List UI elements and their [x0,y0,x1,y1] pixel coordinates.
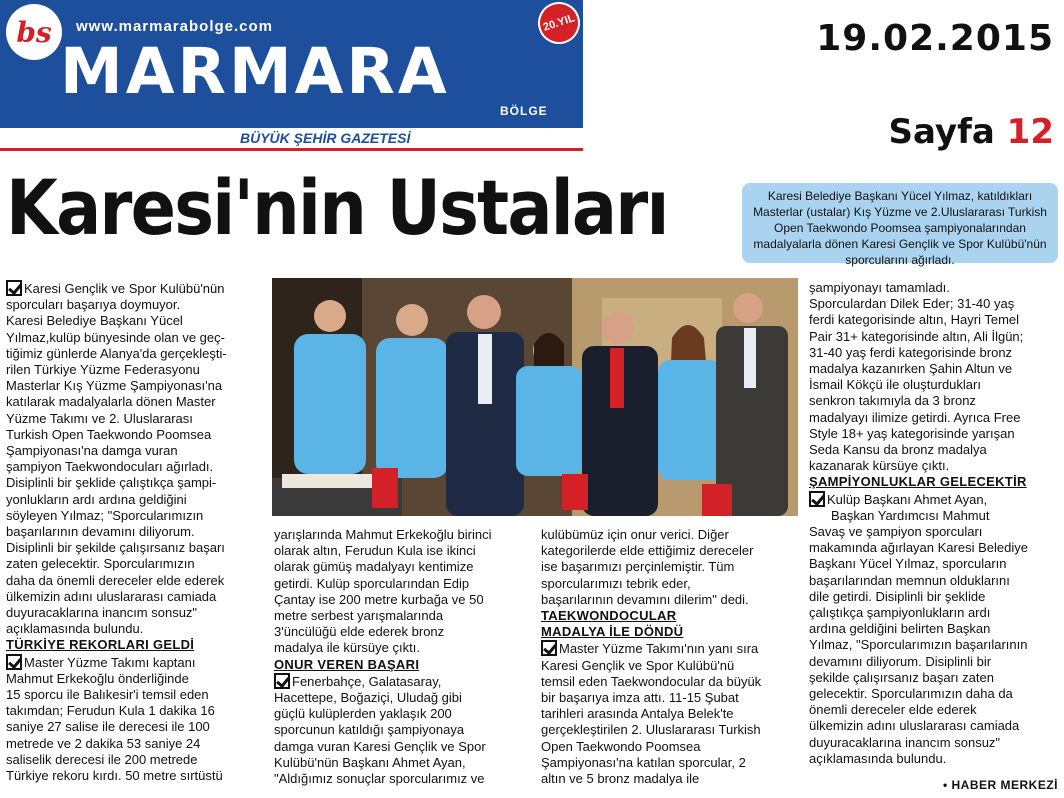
text-line: yonlukların ardı ardına geldiğini [6,491,187,507]
text-line: saniye 27 salise ile derecesi ile 100 [6,719,210,735]
text-line: makamında ağırlayan Karesi Belediye [809,540,1028,556]
text-line: gerçekleştirilen 2. Uluslararası Turkish [541,722,761,738]
text-line: Başkanı Yücel Yılmaz, sporcuların [809,556,1007,572]
article-photo [272,278,798,516]
tagline-rule [0,148,583,151]
text-line: madalya kazanırken Şahin Altun ve [809,361,1013,377]
text-line: rilen Türkiye Yüzme Federasyonu [6,362,200,378]
text-line: Pair 31+ kategorisinde altın, Ali İlgün; [809,328,1024,344]
text-line: Karesi Gençlik ve Spor Kulübü'nün [24,281,225,296]
text-line: Open Taekwondo Poomsea [541,738,701,754]
text-line: getirdi. Kulüp sporcularından Edip [274,575,470,591]
text-line: şampiyon Taekwondocuları ağırladı. [6,459,214,475]
text-line: ülkemizin adını uluslararası camiada [809,718,1020,734]
text-line: ülkemizin adını uluslararası camiada [6,588,217,604]
text-line: temsil eden Taekwondocular da büyük [541,673,762,689]
text-line: tarihleri arasında Antalya Belek'te [541,706,734,722]
text-line: Style 18+ yaş kategorisinde yarışan [809,425,1015,441]
text-line: Disiplinli bir şeklide çalıştıkça şampi- [6,475,217,491]
text-line: tiğimiz günlerde Alanya'da gerçekleşti- [6,345,227,361]
article-column-4 [809,280,1059,767]
subheading: TAEKWONDOCULAR [541,608,677,624]
text-line: bir başarıya imza attı. 11-15 Şubat [541,690,739,706]
text-line: Hacettepe, Boğaziçi, Uludağ gibi [274,690,462,706]
subheading: MADALYA İLE DÖNDÜ [541,624,684,640]
article-summary-box: Karesi Belediye Başkanı Yücel Yılmaz, katıldıkları Masterlar (ustalar) Kış Yüzme ve 2.Uluslararası Turkish Open Taekwondo Poomsea şampiyonalarından madalyalarla dönen Karesi Gençlik ve Spor Kulübü'nün sporcularını ağırladı. [742,183,1058,263]
text-line: Master Yüzme Takımı kaptanı [24,654,196,670]
paragraph-line [6,280,261,297]
text-line: kazanarak kürsüye çıktı. [809,458,950,474]
paragraph-line [6,654,261,671]
text-line: Kulübü'nün Başkanı Ahmet Ayan, [274,754,466,770]
text-line: Kulüp Başkanı Ahmet Ayan, [827,491,988,507]
text-line: kategorilerde elde ettiğimiz dereceler [541,543,754,559]
checkbox-icon [274,673,290,689]
text-line: şekilde çalışırsanız başarı zaten [809,669,994,685]
text-line: Yüzme Takımı ve 2. Uluslararası [6,410,193,426]
text-line: Şampiyonası'na katılan sporcular, 2 [541,754,746,770]
page-num: 12 [1006,112,1054,152]
article-column-1 [6,280,261,784]
text-line: olarak gümüş madalyayı kentimize [274,559,474,575]
text-line: güçlü kulüplerden yaklaşık 200 [274,706,452,722]
text-line: Karesi Gençlik ve Spor Kulübü'nü [541,657,735,673]
text-line: Savaş ve şampiyon sporcuları [809,524,983,540]
article-byline: • HABER MERKEZİ [942,778,1058,792]
publication-date: 19.02.2015 [816,18,1054,59]
text-line: yarışlarında Mahmut Erkekoğlu birinci [274,527,492,542]
masthead-banner [0,0,583,128]
text-line: çalıştıkça şampiyonlukların ardı [809,605,991,621]
text-line: ise başarımızı perçinlemiştir. Tüm [541,559,735,575]
paragraph-line [809,491,1059,508]
text-line: takımdan; Ferudun Kula 1 dakika 16 [6,703,215,719]
text-line: altın ve 5 bronz madalya ile [541,771,700,787]
text-line: Fenerbahçe, Galatasaray, [292,673,442,689]
text-line: açıklamasında bulundu. [6,621,144,637]
text-line: Turkish Open Taekwondo Poomsea [6,426,212,442]
masthead-url: www.marmarabolge.com [76,18,273,35]
text-line: Şampiyonası'na damga vuran [6,443,178,459]
text-line: Yılmaz, "Sporcularımızın başarılarının [809,637,1028,653]
text-line: söyleyen Yılmaz; "Sporcularımızın [6,507,204,523]
text-line: senkron takımıyla da 3 bronz [809,393,976,409]
text-line: madalyayı ilimize getirdi. Ayrıca Free [809,409,1021,425]
text-line: Türkiye rekoru kırdı. 50 metre sırtüstü [6,768,223,784]
text-line: Başkan Yardımcısı Mahmut [831,507,990,523]
text-line: saliselik derecesi ile 200 metrede [6,751,198,767]
checkbox-icon [6,654,22,670]
group-photo-illustration [272,278,798,516]
text-line: "Aldığımız sonuçlar sporcularımız ve [274,771,485,787]
text-line: 15 sporcu ile Balıkesir'i temsil eden [6,687,209,703]
text-line: açıklamasında bulundu. [809,750,947,766]
checkbox-icon [809,491,825,507]
text-line: madalya ile kürsüye çıktı. [274,640,420,656]
masthead-logo: bs [6,4,62,60]
text-line: sporcuları başarıya doymuyor. [6,297,181,313]
text-line: Mahmut Erkekoğlu önderliğinde [6,670,189,686]
anniversary-badge: 20.YIL [533,0,583,49]
article-headline: Karesi'nin Ustaları [6,163,668,252]
page-number [889,112,1054,152]
text-line: gelecektir. Sporcularımızın daha da [809,686,1013,702]
subheading: ONUR VEREN BAŞARI [274,656,420,672]
masthead-tagline: BÜYÜK ŞEHİR GAZETESİ [240,130,411,146]
masthead-subtitle: BÖLGE [500,104,548,118]
text-line: katılarak madalyalarla dönen Master [6,394,216,410]
text-line: ferdi kategorisinde altın, Hayri Temel [809,312,1020,328]
text-line: sporcunun katıldığı şampiyonaya [274,722,465,738]
text-line: önemli dereceler elde ederek [809,702,977,718]
text-line: Master Yüzme Takımı'nın yanı sıra [559,641,759,657]
text-line: 3'üncülüğü elde ederek bronz [274,624,445,640]
text-line: duyuracaklarına inancım sonsuz" [6,605,198,621]
text-line: olarak altın, Ferudun Kula ise ikinci [274,543,476,559]
paragraph-line [541,640,799,657]
text-line: kulübümüz için onur verici. Diğer [541,527,729,542]
text-line: şampiyonayı tamamladı. [809,280,950,295]
text-line: Karesi Belediye Başkanı Yücel [6,313,183,329]
page-word: Sayfa [888,112,995,152]
text-line: Masterlar Kış Yüzme Şampiyonası'na [6,378,223,394]
text-line: İsmail Kökçü ile oluşturdukları [809,377,981,393]
text-line: 31-40 yaş ferdi kategorisinde bronz [809,344,1013,360]
text-line: Çantay ise 200 metre kurbağa ve 50 [274,591,484,607]
article-column-3 [541,527,799,787]
checkbox-icon [541,640,557,656]
text-line: dile getirdi. Disiplinli bir şeklide [809,588,986,604]
paragraph-line [274,673,530,690]
text-line: ardına geldiğini belirten Başkan [809,621,991,637]
text-line: sporcularımızı tebrik eder, [541,575,691,591]
text-line: devamını diliyorum. Disiplinli bir [809,653,992,669]
article-column-2 [274,527,530,787]
text-line: Yılmaz,kulüp bünyesinde olan ve geç- [6,329,225,345]
subheading: ŞAMPİYONLUKLAR GELECEKTİR [809,474,1027,490]
text-line: başarılarından memnun olduklarını [809,572,1010,588]
text-line: zaten gelecektir. Sporcularımızın [6,556,195,572]
text-line: Seda Kansu da bronz madalya [809,442,987,458]
text-line: Disiplinli bir şekilde çalışırsanız başarı [6,540,225,556]
text-line: damga vuran Karesi Gençlik ve Spor [274,738,486,754]
text-line: başarılarının devamını dilerim" dedi. [541,591,749,607]
text-line: metrede ve 2 dakika 53 saniye 24 [6,735,201,751]
subheading: TÜRKİYE REKORLARI GELDİ [6,637,195,653]
text-line: daha da önemli dereceler elde ederek [6,572,225,588]
masthead-title: MARMARA [60,35,450,108]
text-line: başarılarının devamını diliyorum. [6,524,195,540]
checkbox-icon [6,280,22,296]
text-line: metre serbest yarışmalarında [274,608,444,624]
text-line: duyuracaklarına inancım sonsuz" [809,734,1001,750]
text-line: Sporculardan Dilek Eder; 31-40 yaş [809,296,1015,312]
